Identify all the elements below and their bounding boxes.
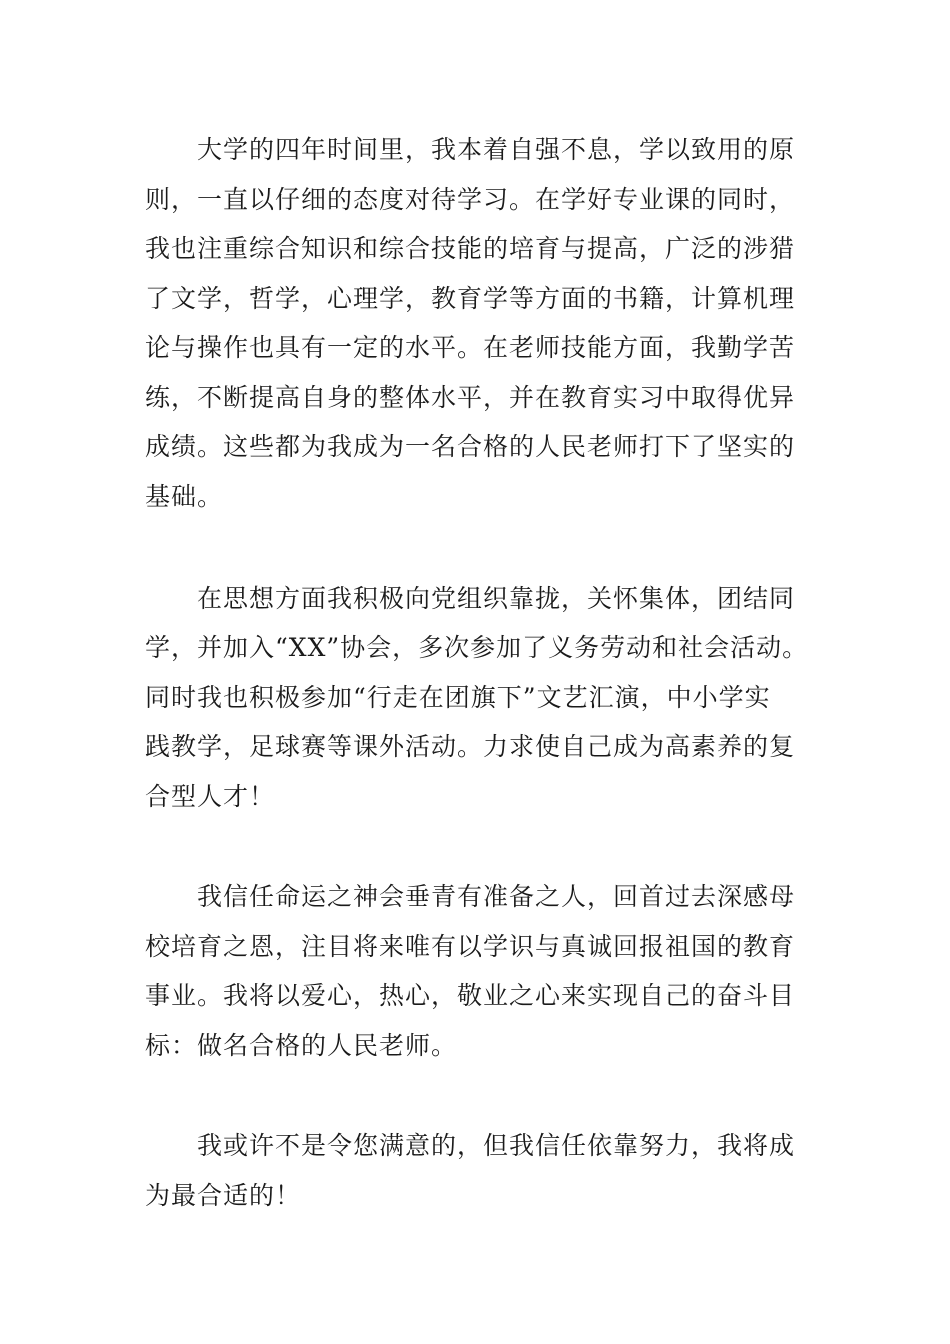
paragraph-line: 学，并加入“XX”协会，多次参加了义务劳动和社会活动。 (145, 633, 809, 662)
paragraph-line: 标：做名合格的人民老师。 (145, 1031, 458, 1060)
paragraph-line: 在思想方面我积极向党组织靠拢，关怀集体，团结同 (197, 584, 796, 613)
paragraph-line: 练，不断提高自身的整体水平，并在教育实习中取得优异 (145, 383, 796, 412)
paragraph-line: 大学的四年时间里，我本着自强不息，学以致用的原 (197, 135, 796, 164)
paragraph-line: 我或许不是令您满意的，但我信任依靠努力，我将成 (197, 1131, 796, 1160)
paragraph-line: 我也注重综合知识和综合技能的培育与提高，广泛的涉猎 (145, 234, 796, 263)
paragraph-line: 合型人才！ (145, 782, 276, 811)
paragraph-line: 践教学，足球赛等课外活动。力求使自己成为高素养的复 (145, 732, 796, 761)
paragraph-line: 为最合适的！ (145, 1181, 302, 1210)
paragraph-line: 我信任命运之神会垂青有准备之人，回首过去深感母 (197, 882, 796, 911)
paragraph-line: 了文学，哲学，心理学，教育学等方面的书籍，计算机理 (145, 284, 796, 313)
paragraph-line: 则，一直以仔细的态度对待学习。在学好专业课的同时， (145, 185, 796, 214)
paragraph-line: 校培育之恩，注目将来唯有以学识与真诚回报祖国的教育 (145, 932, 796, 961)
paragraph-line: 成绩。这些都为我成为一名合格的人民老师打下了坚实的 (145, 432, 796, 461)
paragraph-line: 事业。我将以爱心，热心，敬业之心来实现自己的奋斗目 (145, 981, 796, 1010)
paragraph-line: 基础。 (145, 482, 224, 511)
paragraph-line: 同时我也积极参加“行走在团旗下”文艺汇演，中小学实 (145, 683, 771, 712)
paragraph-line: 论与操作也具有一定的水平。在老师技能方面，我勤学苦 (145, 333, 796, 362)
